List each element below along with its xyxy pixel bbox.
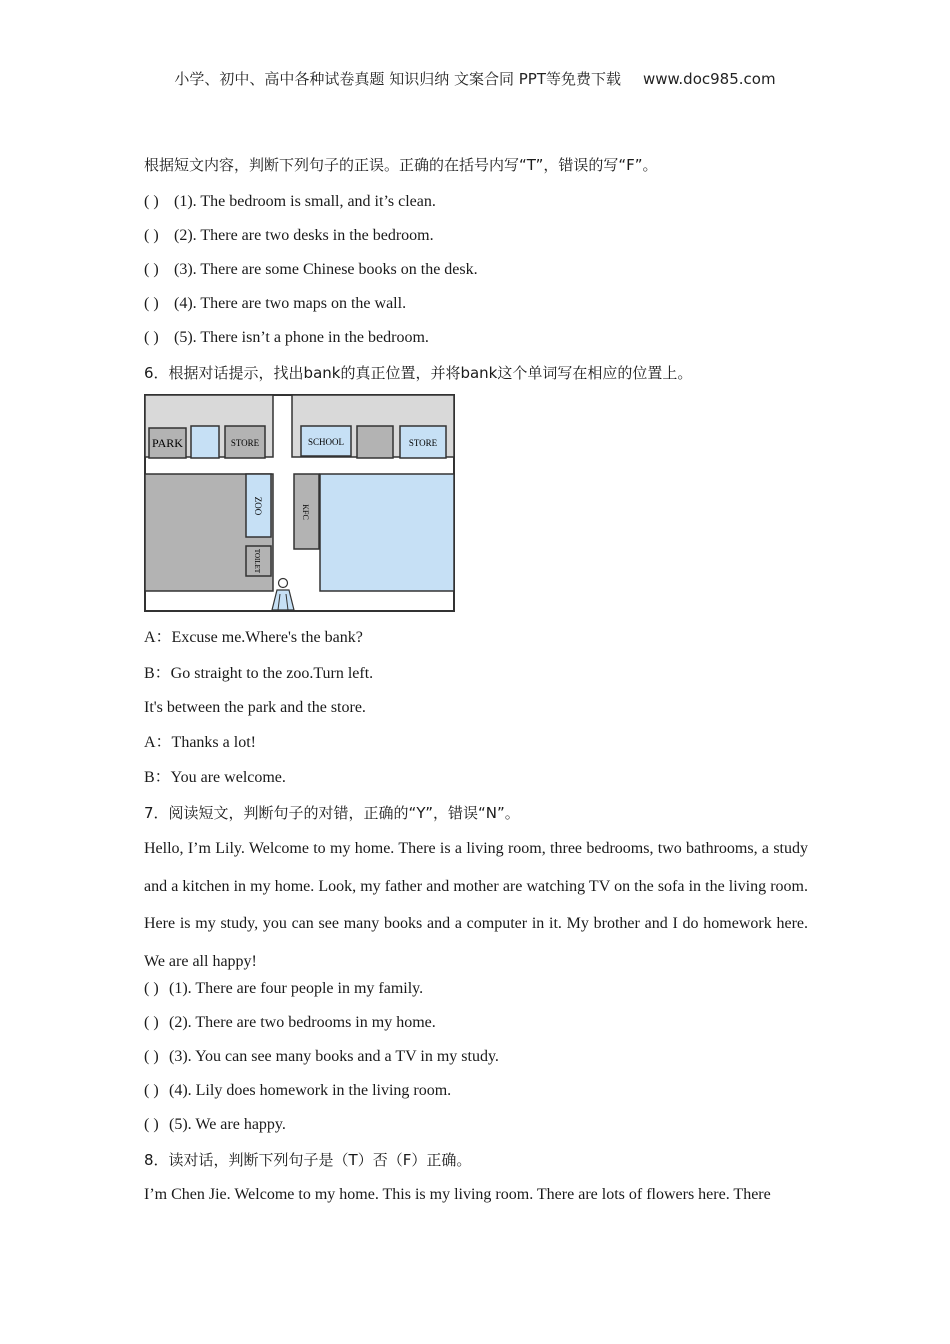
park-label: PARK <box>152 436 183 450</box>
section7-title: 7．阅读短文，判断句子的对错，正确的“Y”，错误“N”。 <box>144 804 520 822</box>
section5-instruction: 根据短文内容，判断下列句子的正误。正确的在括号内写“T”，错误的写“F”。 <box>144 156 658 174</box>
question-text: (2). There are two bedrooms in my home. <box>169 1014 436 1031</box>
answer-paren[interactable]: ( ) <box>144 1014 159 1031</box>
question-text: (2). There are two desks in the bedroom. <box>174 227 434 244</box>
dialogue-line: B：Go straight to the zoo.Turn left. <box>144 665 374 682</box>
section8-passage: I’m Chen Jie. Welcome to my home. This is my living room. There are lots of flowers here. There <box>144 1186 771 1203</box>
answer-paren[interactable]: ( ) <box>144 329 159 346</box>
section7-passage: Hello, I’m Lily. Welcome to my home. There is a living room, three bedrooms, two bathrooms, a study and a kitchen in my home. Look, my father and mother are watching TV on the sofa in the living room. Here is my study, you can see many books and a computer in it. My brother and I do homework here. We are all happy! <box>144 840 808 970</box>
dialogue-line: It's between the park and the store. <box>144 699 366 716</box>
toilet-label: TOILET <box>253 548 261 574</box>
question-text: (3). You can see many books and a TV in my study. <box>169 1048 499 1065</box>
question-item <box>144 294 808 314</box>
empty-building-right[interactable] <box>357 426 393 458</box>
section5-questions <box>144 192 808 348</box>
dialogue-line: A：Thanks a lot! <box>144 734 256 751</box>
street-map <box>144 394 456 614</box>
header-text: 小学、初中、高中各种试卷真题 知识归纳 文案合同 PPT等免费下载 <box>174 70 621 88</box>
answer-paren[interactable]: ( ) <box>144 261 159 278</box>
empty-building-left[interactable] <box>191 426 219 458</box>
answer-paren[interactable]: ( ) <box>144 1082 159 1099</box>
section8-title: 8．读对话，判断下列句子是（T）否（F）正确。 <box>144 1151 472 1169</box>
section6-dialogue <box>144 628 808 788</box>
question-item <box>144 979 808 999</box>
question-text: (1). There are four people in my family. <box>169 980 424 997</box>
answer-paren[interactable]: ( ) <box>144 227 159 244</box>
question-item <box>144 1115 808 1135</box>
answer-paren[interactable]: ( ) <box>144 295 159 312</box>
dialogue-line: A：Excuse me.Where's the bank? <box>144 629 363 646</box>
question-item <box>144 1013 808 1033</box>
question-item <box>144 1047 808 1067</box>
question-item <box>144 1081 808 1101</box>
school-label: SCHOOL <box>307 437 345 447</box>
question-item <box>144 328 808 348</box>
question-text: (4). Lily does homework in the living room. <box>169 1082 452 1099</box>
answer-paren[interactable]: ( ) <box>144 193 159 210</box>
question-text: (5). There isn’t a phone in the bedroom. <box>174 329 429 346</box>
answer-paren[interactable]: ( ) <box>144 1048 159 1065</box>
zoo-label: ZOO <box>253 496 263 516</box>
dialogue-line: B：You are welcome. <box>144 769 286 786</box>
question-text: (1). The bedroom is small, and it’s clean. <box>174 193 436 210</box>
section7-questions <box>144 979 808 1135</box>
answer-paren[interactable]: ( ) <box>144 1116 159 1133</box>
answer-paren[interactable]: ( ) <box>144 980 159 997</box>
section6-title: 6．根据对话提示，找出bank的真正位置，并将bank这个单词写在相应的位置上。 <box>144 364 693 382</box>
block-bottom-right <box>320 474 454 591</box>
page-header <box>0 68 950 89</box>
question-item <box>144 226 808 246</box>
content <box>144 150 808 1205</box>
question-item <box>144 260 808 280</box>
question-item <box>144 192 808 212</box>
store-label-right: STORE <box>408 438 438 448</box>
question-text: (4). There are two maps on the wall. <box>174 295 407 312</box>
kfc-label: KFC <box>301 504 310 520</box>
question-text: (5). We are happy. <box>169 1116 286 1133</box>
question-text: (3). There are some Chinese books on the desk. <box>174 261 478 278</box>
store-label-left: STORE <box>230 438 260 448</box>
header-site: www.doc985.com <box>642 70 776 88</box>
